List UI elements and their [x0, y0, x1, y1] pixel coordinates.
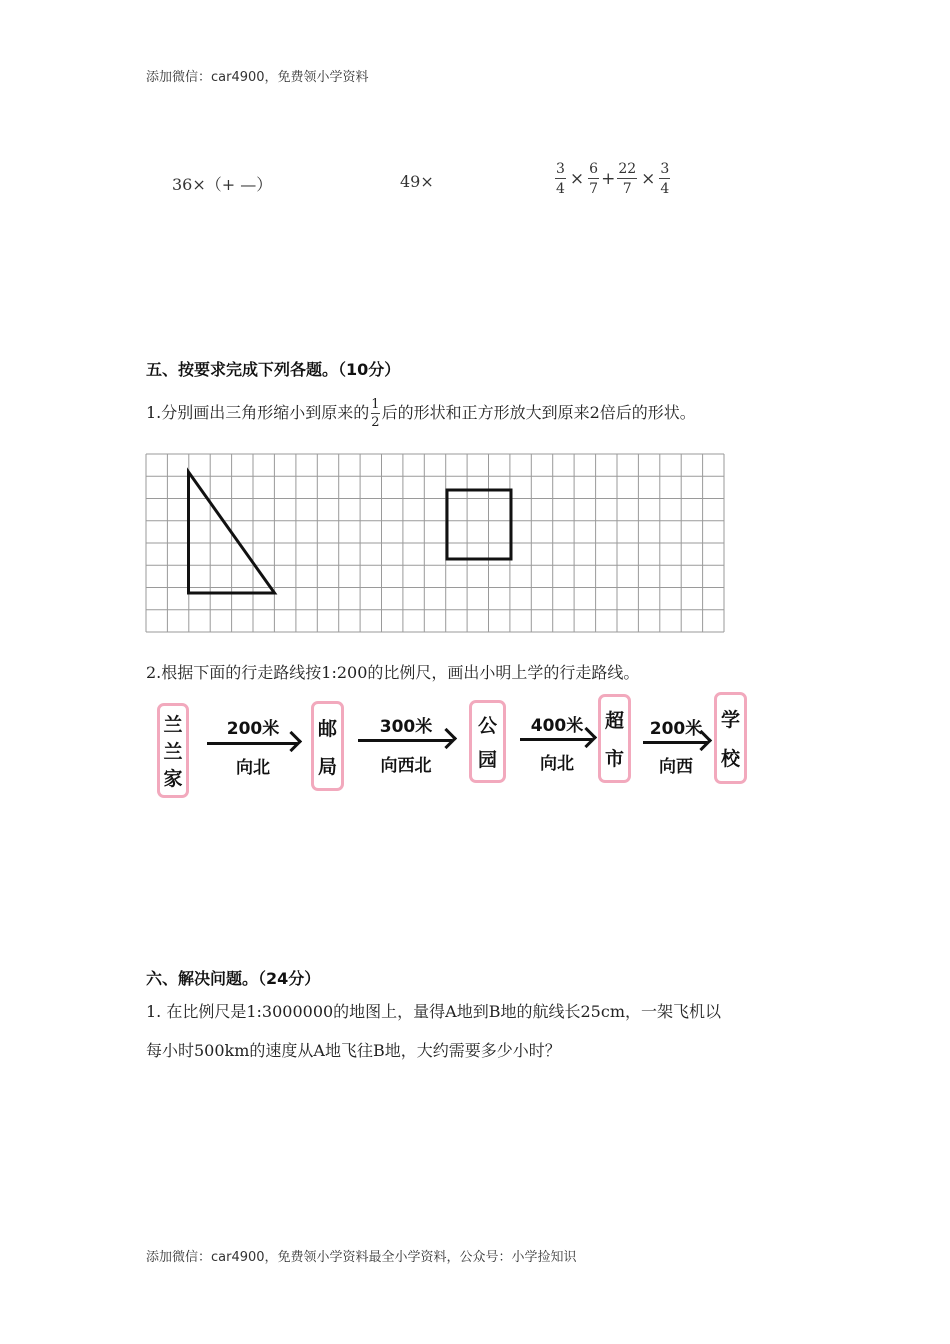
fraction: $\frac{3}{4}$	[660, 161, 670, 197]
square-shape	[447, 490, 511, 559]
section-5-title: 五、按要求完成下列各题。（10分）	[146, 360, 401, 379]
header-text: 添加微信：car4900，免费领小学资料	[146, 70, 369, 85]
route-distance-2: 300米	[379, 717, 433, 737]
route-distance-3: 400米	[530, 716, 584, 736]
route-direction-2: 向西北	[380, 756, 432, 776]
route-direction-3: 向北	[540, 754, 574, 774]
fraction: $\frac{6}{7}$	[589, 161, 599, 197]
place-lanlan-home: 兰 兰 家	[157, 703, 189, 798]
footer-text: 添加微信：car4900，免费领小学资料最全小学资料，公众号：小学捡知识	[146, 1250, 577, 1265]
question-6-1-line-2: 每小时500km的速度从A地飞往B地，大约需要多少小时？	[146, 1041, 561, 1060]
route-distance-1: 200米	[226, 719, 280, 739]
section-6-title: 六、解决问题。（24分）	[146, 969, 321, 988]
question-5-2: 2.根据下面的行走路线按1:200的比例尺，画出小明上学的行走路线。	[146, 663, 640, 682]
expression-1: 36×（+ —）	[172, 175, 273, 194]
fraction: $\frac{1}{2}$	[371, 397, 380, 430]
question-6-1-line-1: 1. 在比例尺是1:3000000的地图上，量得A地到B地的航线长25cm，一架飞机以	[146, 1002, 721, 1021]
question-5-1: 1.分别画出三角形缩小到原来的 $\frac{1}{2}$ 后的形状和正方形放大到原来2倍后的形状。	[146, 397, 696, 430]
place-school: 学 校	[714, 692, 747, 784]
arrow-right-icon	[207, 742, 297, 745]
expression-2: 49×	[400, 172, 434, 191]
arrow-right-icon	[520, 738, 592, 741]
place-post-office: 邮 局	[311, 701, 344, 791]
drawing-grid	[144, 452, 726, 634]
arrow-right-icon	[358, 739, 452, 742]
expression-3: $\frac{3}{4}$ × $\frac{6}{7}$ + $\frac{22}{7}$ × $\frac{3}{4}$	[556, 161, 670, 197]
fraction: $\frac{22}{7}$	[618, 161, 637, 197]
route-distance-4: 200米	[649, 719, 703, 739]
route-direction-4: 向西	[659, 757, 693, 777]
arrow-right-icon	[643, 741, 707, 744]
route-direction-1: 向北	[236, 758, 270, 778]
fraction: $\frac{3}{4}$	[556, 161, 565, 197]
place-park: 公 园	[469, 700, 506, 783]
place-supermarket: 超 市	[598, 694, 631, 783]
